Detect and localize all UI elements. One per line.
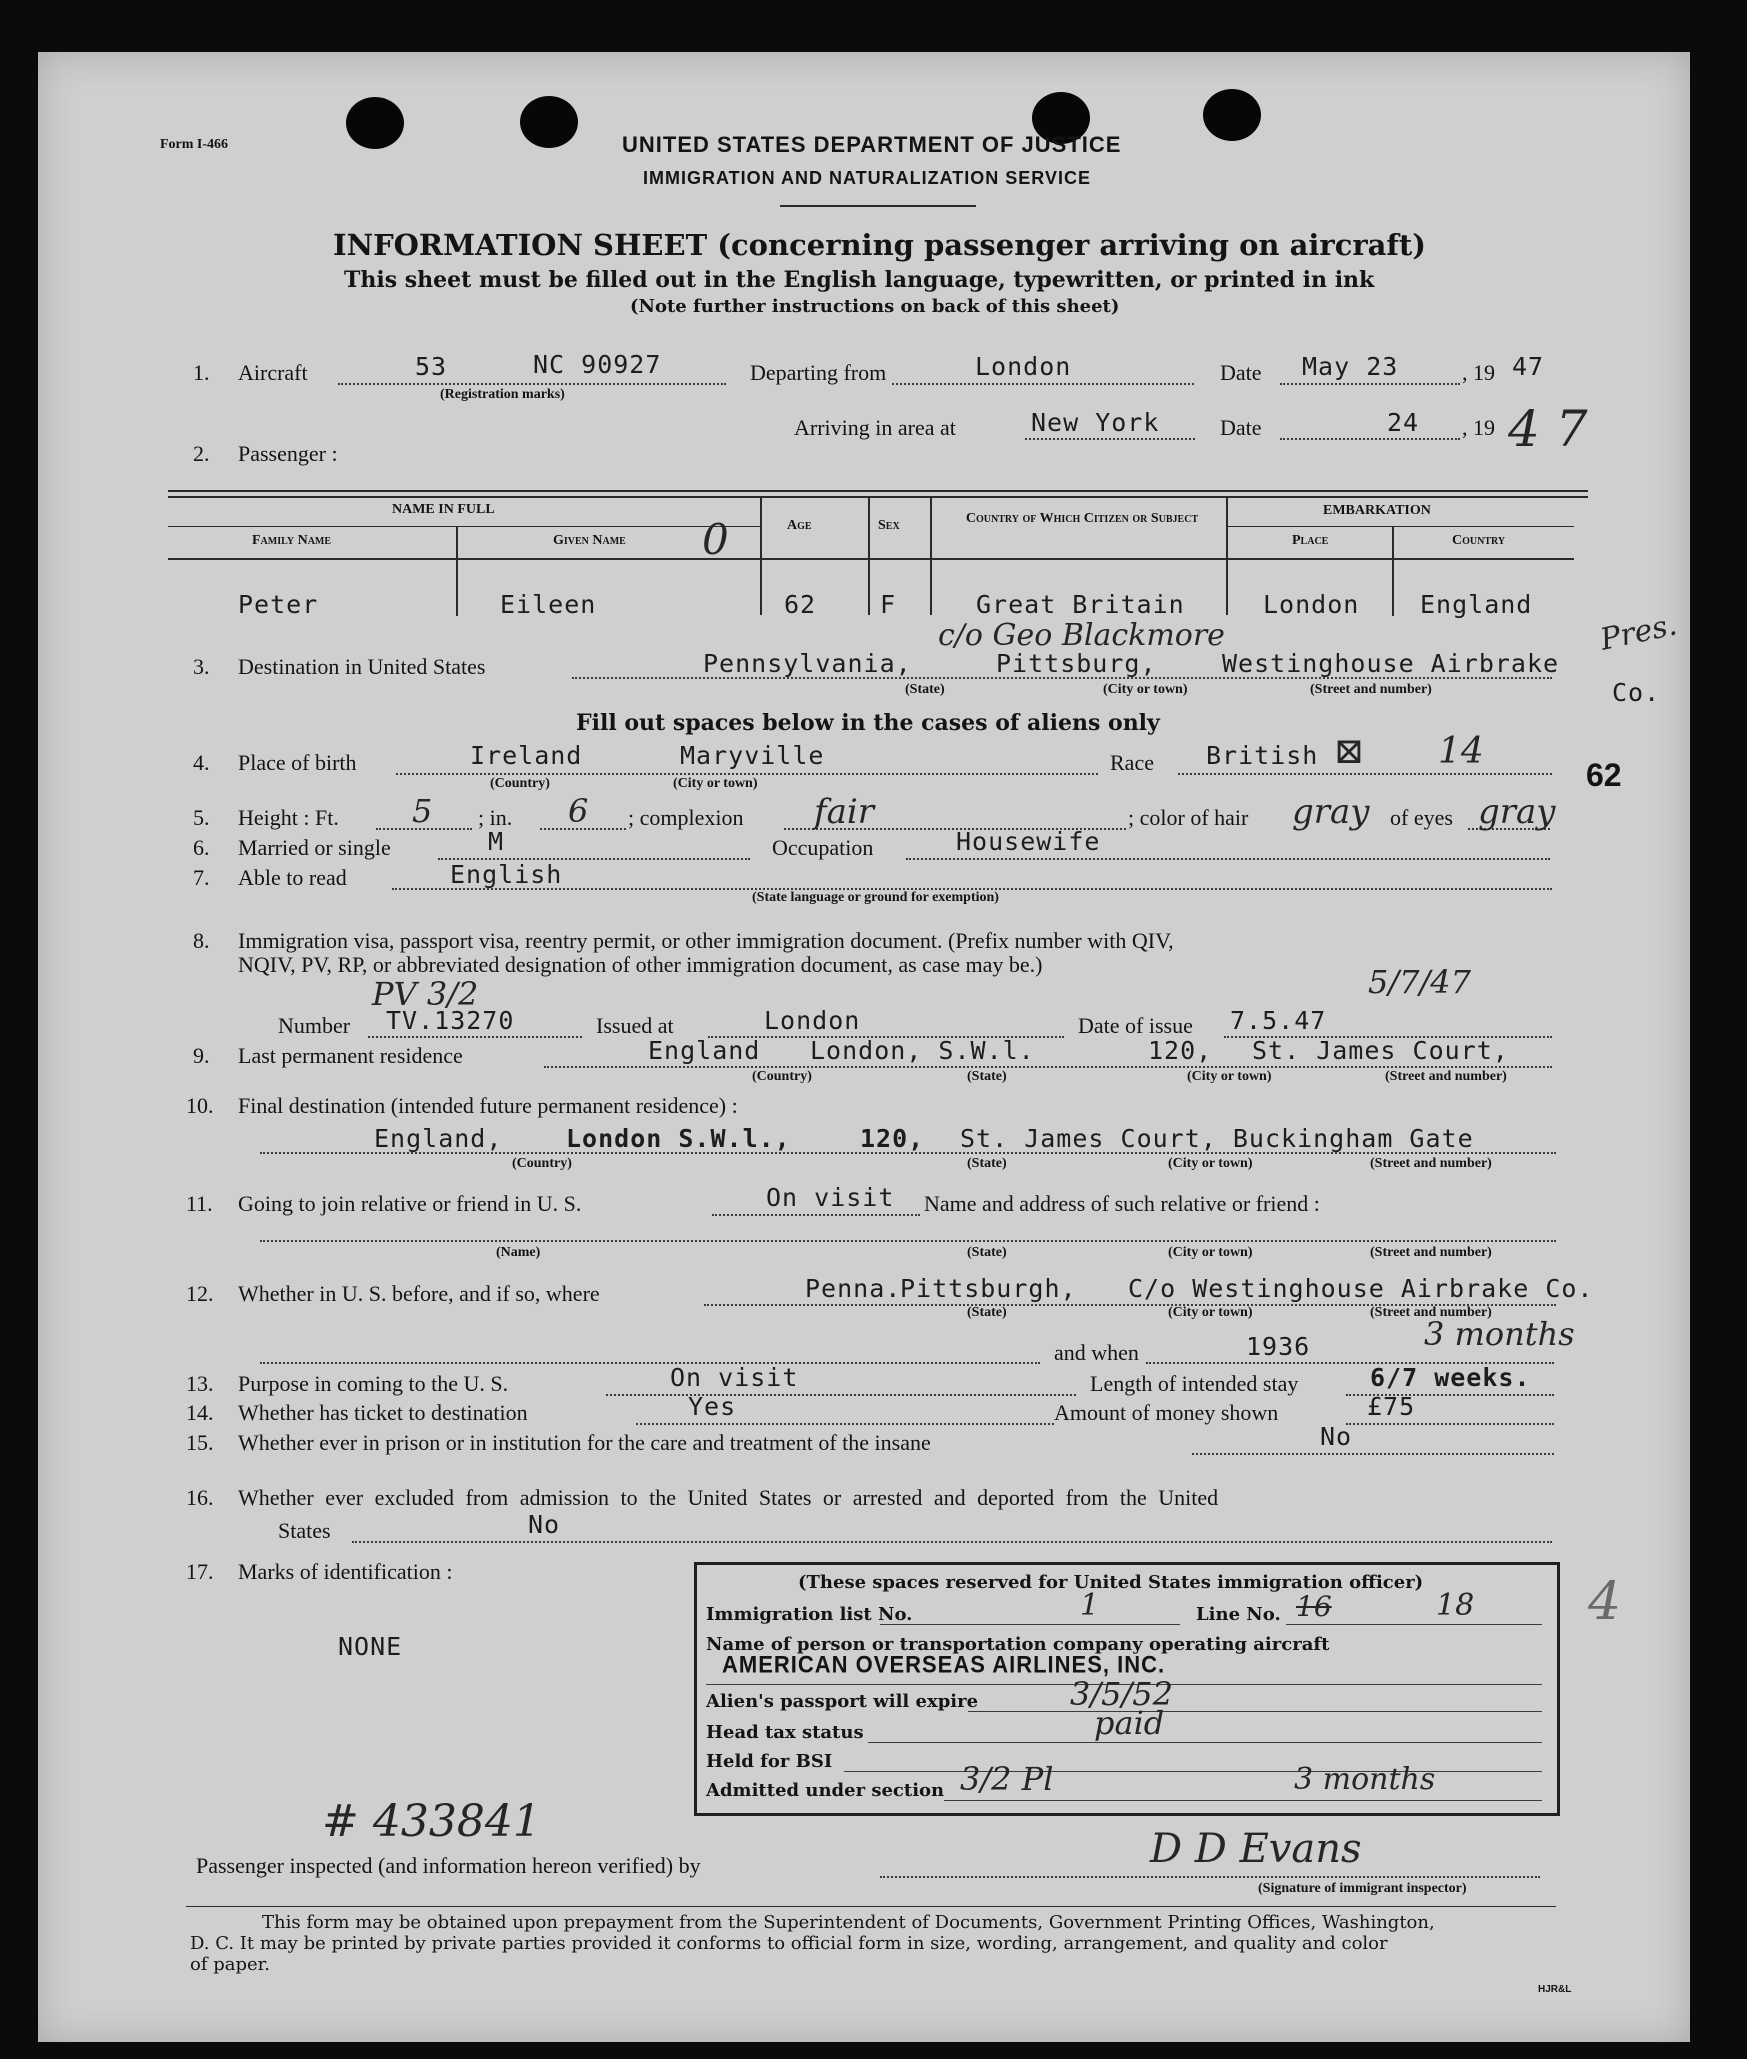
age-value: 62 bbox=[784, 590, 817, 619]
purpose-line bbox=[606, 1394, 1076, 1396]
join-relative-value: On visit bbox=[766, 1183, 895, 1212]
arriving-label: Arriving in area at bbox=[794, 415, 956, 440]
final-street: St. James Court, Buckingham Gate bbox=[960, 1124, 1474, 1153]
departing-label: Departing from bbox=[750, 360, 887, 385]
prison-label: Whether ever in prison or in institution for the care and treatment of the insane bbox=[238, 1430, 931, 1455]
line-number-value: 18 bbox=[1436, 1588, 1475, 1623]
passport-expire-value: 3/5/52 bbox=[1070, 1675, 1173, 1713]
footer-line1: This form may be obtained upon prepayment from the Superintendent of Documents, Government Printing Offices, Washington, bbox=[262, 1912, 1435, 1933]
state-caption: (State) bbox=[967, 1305, 1007, 1320]
aircraft-prefix: 53 bbox=[415, 352, 448, 381]
arrival-date: 24 bbox=[1387, 408, 1420, 437]
sex-header: Sex bbox=[878, 518, 900, 533]
birth-country: Ireland bbox=[470, 741, 583, 770]
destination-street-cont: Co. bbox=[1612, 678, 1661, 707]
height-inches: 6 bbox=[568, 792, 589, 830]
state-caption: (State) bbox=[905, 682, 945, 697]
city-caption: (City or town) bbox=[1168, 1156, 1253, 1171]
item-number: 15. bbox=[186, 1430, 214, 1455]
table-top-rule bbox=[168, 496, 1588, 498]
handwritten-care-of: c/o Geo Blackmore bbox=[938, 618, 1225, 653]
table-column-divider bbox=[456, 526, 458, 616]
date-label: Date bbox=[1220, 360, 1262, 385]
table-header-rule bbox=[168, 558, 1574, 560]
final-country: England, bbox=[374, 1124, 503, 1153]
identification-label: Marks of identification : bbox=[238, 1559, 453, 1584]
issued-at-label: Issued at bbox=[596, 1013, 674, 1038]
table-header-rule bbox=[168, 526, 760, 527]
aircraft-line bbox=[338, 383, 726, 385]
table-column-divider bbox=[1392, 526, 1394, 616]
marital-label: Married or single bbox=[238, 835, 391, 860]
departure-date: May 23 bbox=[1302, 352, 1399, 381]
table-header-rule bbox=[1228, 526, 1574, 527]
destination-label: Destination in United States bbox=[238, 654, 486, 679]
name-in-full-header: NAME IN FULL bbox=[392, 502, 495, 517]
destination-city: Pittsburg, bbox=[996, 649, 1157, 678]
note-line: (Note further instructions on back of this sheet) bbox=[630, 296, 1120, 317]
admitted-section-line bbox=[944, 1800, 1542, 1801]
race-label: Race bbox=[1110, 750, 1154, 775]
item-number: 4. bbox=[193, 750, 210, 775]
held-bsi-line bbox=[844, 1771, 1542, 1772]
stay-value: 6/7 weeks. bbox=[1370, 1363, 1531, 1392]
residence-state: London, S.W.l. bbox=[810, 1036, 1035, 1065]
race-handwritten-number: 14 bbox=[1438, 731, 1484, 772]
money-value: £75 bbox=[1367, 1392, 1416, 1421]
arrival-date-line bbox=[1280, 438, 1460, 440]
complexion-label: ; complexion bbox=[628, 805, 744, 830]
hair-value: gray bbox=[1292, 792, 1370, 832]
list-number-line bbox=[880, 1624, 1180, 1625]
previous-visit-line2 bbox=[260, 1362, 1040, 1364]
handwritten-zero: 0 bbox=[702, 515, 729, 564]
document-text-line2: NQIV, PV, RP, or abbreviated designation of other immigration document, as case may be.) bbox=[238, 952, 1043, 977]
item-number: 5. bbox=[193, 805, 210, 830]
final-city: 120, bbox=[860, 1124, 925, 1153]
city-caption: (City or town) bbox=[1187, 1069, 1272, 1084]
inspected-label: Passenger inspected (and information hereon verified) by bbox=[196, 1853, 701, 1878]
side-number: 62 bbox=[1586, 757, 1622, 793]
race-handwritten-strike: ⊠ bbox=[1334, 731, 1365, 772]
country-caption: (Country) bbox=[512, 1156, 572, 1171]
document-number: TV.13270 bbox=[386, 1006, 515, 1035]
join-relative-line bbox=[712, 1214, 920, 1216]
race-value: British bbox=[1206, 741, 1319, 770]
instruction-line: This sheet must be filled out in the English language, typewritten, or printed in ink bbox=[344, 267, 1375, 293]
city-caption: (City or town) bbox=[673, 776, 758, 791]
identification-value: NONE bbox=[338, 1632, 403, 1661]
departing-line bbox=[892, 383, 1194, 385]
occupation-label: Occupation bbox=[772, 835, 874, 860]
file-number-handwritten: # 433841 bbox=[322, 1796, 541, 1847]
when-label: and when bbox=[1054, 1340, 1139, 1365]
item-number: 16. bbox=[186, 1485, 214, 1510]
item-number: 12. bbox=[186, 1281, 214, 1306]
year-prefix: , 19 bbox=[1462, 360, 1495, 385]
excluded-line bbox=[352, 1541, 1552, 1543]
signature-line bbox=[880, 1876, 1540, 1878]
eyes-label: of eyes bbox=[1390, 805, 1453, 830]
arriving-line bbox=[1025, 438, 1195, 440]
passport-expire-label: Alien's passport will expire bbox=[706, 1691, 979, 1712]
header-divider bbox=[780, 205, 976, 207]
given-name-value: Eileen bbox=[500, 590, 597, 619]
admitted-section-value: 3/2 Pl bbox=[960, 1760, 1054, 1798]
aircraft-registration: NC 90927 bbox=[533, 350, 662, 379]
item-number: 9. bbox=[193, 1043, 210, 1068]
sex-value: F bbox=[880, 590, 897, 619]
height-label: Height : Ft. bbox=[238, 805, 339, 830]
previous-visit-city: Pittsburgh, bbox=[900, 1274, 1077, 1303]
table-column-divider bbox=[868, 497, 870, 615]
footer-line2: D. C. It may be printed by private parties provided it conforms to official form in size, wording, arrangement, and quality and color bbox=[190, 1933, 1388, 1954]
prison-value: No bbox=[1320, 1422, 1353, 1451]
previous-visit-state: Penna. bbox=[805, 1274, 902, 1303]
money-label: Amount of money shown bbox=[1054, 1400, 1279, 1425]
destination-state: Pennsylvania, bbox=[703, 649, 912, 678]
excluded-value: No bbox=[528, 1510, 561, 1539]
date-of-issue-handwritten: 5/7/47 bbox=[1368, 963, 1471, 1001]
departure-year: 47 bbox=[1512, 352, 1545, 381]
read-caption: (State language or ground for exemption) bbox=[752, 890, 999, 905]
table-column-divider bbox=[930, 497, 932, 615]
held-bsi-label: Held for BSI bbox=[706, 1751, 833, 1772]
street-caption: (Street and number) bbox=[1370, 1245, 1492, 1260]
signature-caption: (Signature of immigrant inspector) bbox=[1258, 1881, 1467, 1896]
destination-street: Westinghouse Airbrake bbox=[1222, 649, 1560, 678]
country-caption: (Country) bbox=[752, 1069, 812, 1084]
embarkation-place-value: London bbox=[1263, 590, 1360, 619]
line-number-label: Line No. bbox=[1196, 1604, 1281, 1625]
date-line bbox=[1280, 383, 1460, 385]
item-number: 11. bbox=[186, 1191, 213, 1216]
printer-mark: HJR&L bbox=[1538, 1984, 1572, 1995]
residence-label: Last permanent residence bbox=[238, 1043, 463, 1068]
read-value: English bbox=[450, 860, 563, 889]
read-label: Able to read bbox=[238, 865, 347, 890]
company-label: Name of person or transportation company operating aircraft bbox=[706, 1634, 1330, 1655]
occupation-value: Housewife bbox=[956, 827, 1101, 856]
item-number: 6. bbox=[193, 835, 210, 860]
ticket-line bbox=[636, 1423, 1054, 1425]
head-tax-line bbox=[868, 1742, 1542, 1743]
family-name-header: Family Name bbox=[252, 533, 332, 548]
admitted-duration-value: 3 months bbox=[1294, 1762, 1436, 1797]
head-tax-value: paid bbox=[1094, 1704, 1165, 1742]
stay-label: Length of intended stay bbox=[1090, 1371, 1299, 1396]
handwritten-pres: Pres. bbox=[1597, 607, 1681, 658]
purpose-label: Purpose in coming to the U. S. bbox=[238, 1371, 509, 1396]
item-number: 2. bbox=[193, 441, 210, 466]
citizenship-value: Great Britain bbox=[976, 590, 1185, 619]
state-caption: (State) bbox=[967, 1245, 1007, 1260]
final-state: London S.W.l., bbox=[566, 1124, 791, 1153]
previous-visit-label: Whether in U. S. before, and if so, where bbox=[238, 1281, 600, 1306]
given-name-header: Given Name bbox=[553, 533, 626, 548]
punch-hole bbox=[520, 96, 578, 148]
excluded-label-cont: States bbox=[278, 1518, 331, 1543]
registration-caption: (Registration marks) bbox=[440, 387, 565, 402]
embarkation-country-value: England bbox=[1420, 590, 1533, 619]
table-column-divider bbox=[760, 497, 762, 615]
country-caption: (Country) bbox=[490, 776, 550, 791]
city-caption: (City or town) bbox=[1168, 1245, 1253, 1260]
document-number-label: Number bbox=[278, 1013, 351, 1038]
list-number-value: 1 bbox=[1080, 1588, 1100, 1623]
head-tax-label: Head tax status bbox=[706, 1722, 864, 1743]
marital-value: M bbox=[488, 827, 505, 856]
birth-city: Maryville bbox=[680, 741, 825, 770]
birthplace-line bbox=[396, 773, 1098, 775]
street-caption: (Street and number) bbox=[1370, 1156, 1492, 1171]
footer-rule bbox=[186, 1906, 1556, 1907]
page-title: INFORMATION SHEET (concerning passenger arriving on aircraft) bbox=[333, 228, 1427, 262]
item-number: 10. bbox=[186, 1093, 214, 1118]
list-number-label: Immigration list No. bbox=[706, 1604, 913, 1625]
punch-hole bbox=[346, 97, 404, 149]
aliens-only-heading: Fill out spaces below in the cases of aliens only bbox=[576, 710, 1160, 736]
date-of-issue: 7.5.47 bbox=[1230, 1006, 1327, 1035]
purpose-value: On visit bbox=[670, 1363, 799, 1392]
margin-mark: 4 bbox=[1588, 1572, 1622, 1632]
line-number-struck: 16 bbox=[1296, 1590, 1332, 1623]
join-relative-label: Going to join relative or friend in U. S. bbox=[238, 1191, 582, 1216]
punch-hole bbox=[1203, 89, 1261, 141]
residence-street: St. James Court, bbox=[1252, 1036, 1509, 1065]
occupation-line bbox=[906, 858, 1550, 860]
item-number: 1. bbox=[193, 360, 210, 385]
residence-city: 120, bbox=[1148, 1036, 1213, 1065]
eyes-value: gray bbox=[1478, 792, 1556, 832]
residence-country: England bbox=[648, 1036, 761, 1065]
aircraft-label: Aircraft bbox=[238, 360, 308, 385]
birthplace-label: Place of birth bbox=[238, 750, 357, 775]
previous-visit-street: C/o Westinghouse Airbrake Co. bbox=[1128, 1274, 1594, 1303]
country-citizen-header: Country of Which Citizen or Subject bbox=[965, 511, 1199, 526]
item-number: 3. bbox=[193, 654, 210, 679]
company-stamp: AMERICAN OVERSEAS AIRLINES, INC. bbox=[722, 1650, 1166, 1679]
residence-line bbox=[544, 1066, 1552, 1068]
arrival-date-label: Date bbox=[1220, 415, 1262, 440]
inspector-signature: D D Evans bbox=[1150, 1826, 1362, 1872]
city-caption: (City or town) bbox=[1103, 682, 1188, 697]
name-caption: (Name) bbox=[496, 1245, 541, 1260]
family-name-value: Peter bbox=[238, 590, 319, 619]
arrival-year-prefix: , 19 bbox=[1462, 415, 1495, 440]
issued-at-value: London bbox=[764, 1006, 861, 1035]
date-of-issue-label: Date of issue bbox=[1078, 1013, 1193, 1038]
departing-value: London bbox=[975, 352, 1072, 381]
officer-box-title: (These spaces reserved for United States immigration officer) bbox=[798, 1572, 1424, 1593]
state-caption: (State) bbox=[967, 1069, 1007, 1084]
state-caption: (State) bbox=[967, 1156, 1007, 1171]
line-number-line bbox=[1286, 1624, 1542, 1625]
admitted-section-label: Admitted under section bbox=[706, 1780, 945, 1801]
document-number-line bbox=[368, 1036, 582, 1038]
relative-address-label: Name and address of such relative or friend : bbox=[924, 1191, 1320, 1216]
arriving-value: New York bbox=[1031, 408, 1160, 437]
passenger-label: Passenger : bbox=[238, 441, 338, 466]
table-top-rule bbox=[168, 490, 1588, 492]
country-header: Country bbox=[1452, 533, 1506, 548]
city-caption: (City or town) bbox=[1168, 1305, 1253, 1320]
department-heading: UNITED STATES DEPARTMENT OF JUSTICE bbox=[622, 132, 1122, 157]
money-line bbox=[1346, 1423, 1554, 1425]
prison-line bbox=[1192, 1453, 1554, 1455]
hair-label: ; color of hair bbox=[1128, 805, 1249, 830]
height-feet: 5 bbox=[412, 792, 433, 830]
item-number: 13. bbox=[186, 1371, 214, 1396]
embarkation-header: EMBARKATION bbox=[1323, 503, 1431, 518]
item-number: 7. bbox=[193, 865, 210, 890]
item-number: 17. bbox=[186, 1559, 214, 1584]
arrival-year-handwritten: 4 7 bbox=[1508, 400, 1588, 458]
inches-label: ; in. bbox=[478, 805, 513, 830]
service-heading: IMMIGRATION AND NATURALIZATION SERVICE bbox=[643, 168, 1091, 188]
place-header: Place bbox=[1292, 533, 1329, 548]
street-caption: (Street and number) bbox=[1310, 682, 1432, 697]
document-text-line1: Immigration visa, passport visa, reentry permit, or other immigration document. (Prefix number with QIV, bbox=[238, 928, 1174, 953]
form-number: Form I-466 bbox=[160, 137, 229, 152]
item-number: 8. bbox=[193, 928, 210, 953]
footer-line3: of paper. bbox=[190, 1954, 270, 1975]
ticket-label: Whether has ticket to destination bbox=[238, 1400, 528, 1425]
document-number-handwritten: PV 3/2 bbox=[372, 975, 479, 1013]
age-header: Age bbox=[787, 518, 812, 533]
excluded-label: Whether ever excluded from admission to the United States or arrested and deported from the United bbox=[238, 1485, 1219, 1510]
complexion-value: fair bbox=[814, 792, 874, 832]
street-caption: (Street and number) bbox=[1370, 1305, 1492, 1320]
item-number: 14. bbox=[186, 1400, 214, 1425]
ticket-value: Yes bbox=[688, 1392, 737, 1421]
final-destination-label: Final destination (intended future permanent residence) : bbox=[238, 1093, 738, 1118]
table-column-divider bbox=[1226, 497, 1228, 615]
passport-expire-line bbox=[968, 1711, 1542, 1712]
relative-address-line bbox=[260, 1240, 1556, 1242]
street-caption: (Street and number) bbox=[1385, 1069, 1507, 1084]
race-line bbox=[1178, 773, 1552, 775]
when-handwritten: 3 months bbox=[1424, 1315, 1575, 1353]
when-value: 1936 bbox=[1246, 1332, 1311, 1361]
